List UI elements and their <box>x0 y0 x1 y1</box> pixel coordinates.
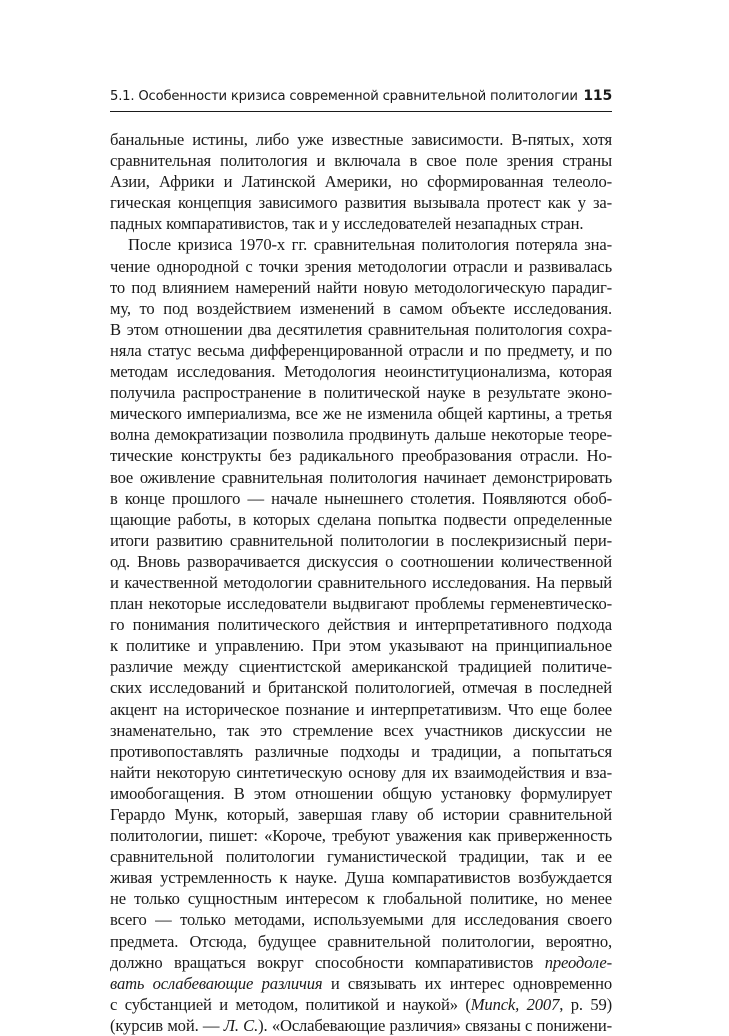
text-line: политологии, пишет: «Короче, требуют уважения как приверженность <box>110 826 612 846</box>
book-page <box>110 88 612 1036</box>
body-text <box>110 129 612 1036</box>
text-line: (курсив мой. — Л. С.). «Ослабевающие различия» связаны с понижени- <box>110 1015 612 1035</box>
text-line: го понимания политического действия и интерпретативного подхода <box>110 615 612 635</box>
text-line: В этом отношении два десятилетия сравнительная политология сохра- <box>110 319 612 339</box>
text-line: сравнительной политологии гуманистической традиции, так и ее <box>110 847 612 867</box>
text-line: После кризиса 1970-х гг. сравнительная политология потеряла зна- <box>128 235 612 255</box>
text-line: сравнительная политология и включала в свое поле зрения страны <box>110 151 612 171</box>
text-line: вать ослабевающие различия и связывать их интерес одновременно <box>110 973 612 993</box>
text-line: чение однородной с точки зрения методологии отрасли и развивалась <box>110 256 612 276</box>
text-line: Азии, Африки и Латинской Америки, но сформированная телеоло- <box>110 172 612 192</box>
text-line: гическая концепция зависимого развития вызывала протест как у за- <box>110 193 612 213</box>
running-head <box>110 88 612 112</box>
italic-citation: Munck, 2007 <box>470 994 560 1014</box>
italic-text: вать ослабевающие различия <box>110 973 323 993</box>
text-line: и качественной методологии сравнительного исследования. На первый <box>110 572 612 592</box>
text-line: не только сущностным интересом к глобальной политике, но менее <box>110 889 612 909</box>
text-line: живая устремленность к науке. Душа компаративистов возбуждается <box>110 868 612 888</box>
text-line: знаменательно, так это стремление всех участников дискуссии не <box>110 720 612 740</box>
text-line: предмета. Отсюда, будущее сравнительной политологии, вероятно, <box>110 931 612 951</box>
text-line: няла статус весьма дифференцированной отрасли и по предмету, и по <box>110 340 612 360</box>
text-line: итоги развитию сравнительной политологии в послекризисный пери- <box>110 530 612 550</box>
text-line: волна демократизации позволила продвинуть дальше некоторые теоре- <box>110 425 612 445</box>
text-line: тические конструкты без радикального преобразования отрасли. Но- <box>110 446 612 466</box>
text-line: с субстанцией и методом, политикой и наукой» (Munck, 2007, р. 59) <box>110 994 612 1014</box>
text-line: ских исследований и британской политологией, отмечая в последней <box>110 678 612 698</box>
text-line: план некоторые исследователи выдвигают проблемы герменевтическо- <box>110 594 612 614</box>
text-line: противопоставлять различные подходы и традиции, а попытаться <box>110 741 612 761</box>
text-line: в конце прошлого — начале нынешнего столетия. Появляются обоб- <box>110 488 612 508</box>
text-line: мического империализма, все же не изменила общей картины, а третья <box>110 404 612 424</box>
text-line: к политике и управлению. При этом указывают на принципиальное <box>110 636 612 656</box>
text-line: му, то под воздействием изменений в самом объекте исследования. <box>110 298 612 318</box>
text-line: то под влиянием намерений найти новую методологическую парадиг- <box>110 277 612 297</box>
italic-initials: Л. С. <box>223 1015 259 1035</box>
text-line: всего — только методами, используемыми для исследования своего <box>110 910 612 930</box>
text-line: найти некоторую синтетическую основу для их взаимодействия и вза- <box>110 762 612 782</box>
text-line: различие между сциентистской американской традицией политиче- <box>110 657 612 677</box>
page-number: 115 <box>583 88 612 104</box>
text-line: получила распространение в политической науке в результате эконо- <box>110 383 612 403</box>
text-line: имообогащения. В этом отношении общую установку формулирует <box>110 783 612 803</box>
text-line: акцент на историческое познание и интерпретативизм. Что еще более <box>110 699 612 719</box>
text-line: вое оживление сравнительная политология начинает демонстрировать <box>110 467 612 487</box>
text-line: методам исследования. Методология неоинституционализма, которая <box>110 362 612 382</box>
chapter-title: 5.1. Особенности кризиса современной сравнительной политологии <box>110 89 578 104</box>
text-line: должно вращаться вокруг способности компаративистов преодоле- <box>110 952 612 972</box>
text-line: щающие работы, в которых сделана попытка подвести определенные <box>110 509 612 529</box>
text-line: падных компаративистов, так и у исследователей незападных стран. <box>110 214 584 234</box>
text-line: од. Вновь разворачивается дискуссия о соотношении количественной <box>110 551 612 571</box>
italic-text: преодоле- <box>544 952 612 972</box>
text-line: Герардо Мунк, который, завершая главу об истории сравнительной <box>110 805 612 824</box>
text-line: банальные истины, либо уже известные зависимости. В-пятых, хотя <box>110 130 612 149</box>
